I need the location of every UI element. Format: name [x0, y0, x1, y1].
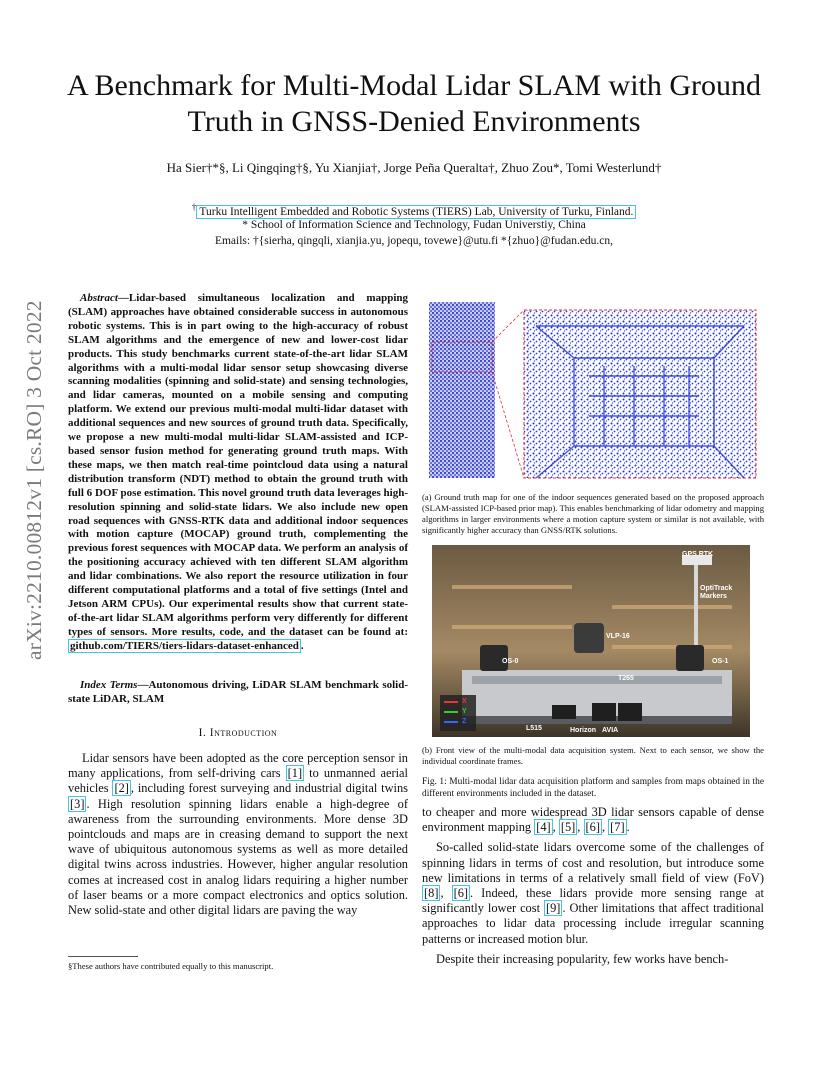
pointcloud-map-image: [424, 296, 764, 484]
abstract-text: —Lidar-based simultaneous localization and mapping (SLAM) approaches have obtained considerable success in autonomous robotic systems. This is in part owing to the high-accuracy of robust SLAM algorithms and the emergence of new and lower-cost lidar products. This study benchmarks current state-of-the-art lidar SLAM algorithms with a multi-modal lidar sensor setup showcasing diverse scanning modalities (spinning and solid-state) and sensing technologies, and lidar cameras, mounted on a mobile sensing and computing platform. We extend our previous multi-modal multi-lidar dataset with additional sequences and new sources of ground truth data. Specifically, we propose a new multi-modal multi-lidar SLAM-assisted and ICP-based sensor fusion method for generating ground truth maps. With these maps, we then match real-time pointcloud data using a natural distribution transform (NDT) method to obtain the ground truth with full 6 DOF pose estimation. This novel ground truth data leverages high-resolution spinning and solid-state lidars. We also include new open road sequences with GNSS-RTK data and additional indoor sequences with motion capture (MOCAP) ground truth, complementing the previous forest sequences with MOCAP data. We perform an analysis of the positioning accuracy achieved with ten different SLAM algorithm and lidar combinations. We also report the resource utilization in four different computational platforms and a total of five settings (Intel and Jetson ARM CPUs). Our experimental results show that current state-of-the-art lidar SLAM algorithms perform very differently for different types of sensors. More results, code, and the dataset can be found at:: [68, 292, 408, 638]
citation-9[interactable]: [9]: [545, 901, 561, 916]
label-os1: OS-1: [712, 658, 729, 665]
label-horizon: Horizon: [570, 727, 597, 734]
right-text-3: . Indeed, these lidars provide more sensing range at significantly lower cost: [422, 886, 764, 916]
figure-ground-truth-map: [424, 296, 764, 484]
citation-5[interactable]: [5]: [560, 820, 576, 835]
figure-a-caption: (a) Ground truth map for one of the indoor sequences generated based on the proposed approach (SLAM-assisted ICP-based prior map). This enables benchmarking of lidar odometry and mapping algorithms in larger environments where a motion capture system or similar is not available, with significantly higher accuracy than GNSS/RTK solutions.: [422, 492, 764, 535]
citation-3[interactable]: [3]: [70, 796, 85, 811]
axis-x-label: X: [462, 698, 467, 705]
label-avia: AVIA: [602, 727, 619, 734]
index-terms: [68, 679, 408, 707]
affiliation-1: [60, 202, 768, 218]
citation-6b[interactable]: [6]: [453, 886, 469, 901]
citation-4[interactable]: [4]: [536, 820, 551, 835]
citation-2[interactable]: [2]: [114, 781, 129, 796]
platform-photo-image: [432, 545, 750, 737]
section-heading-introduction: I. Introduction: [198, 727, 278, 739]
intro-text-3: , including forest surveying and industrial digital twins: [130, 781, 408, 796]
right-text-1: to cheaper and more widespread 3D lidar sensors capable of dense environment mapping: [422, 805, 764, 835]
affiliation-2: * School of Information Science and Technology, Fudan Universtiy, China: [242, 219, 586, 231]
index-terms-label: Index Terms: [80, 679, 138, 691]
intro-text-4: . High resolution spinning lidars enable a high-degree of awareness from the surrounding environments. More dense 3D pointclouds and maps are in creasing demand to support the next wave of ubiquitous autonomous systems as well as more detailed digital twins across industries. However, higher angular resolution comes at increased cost in analog lidars requiring a higher number of laser beams or a more compact electronics and optics solution. New solid-state and other digital lidars are paving the way: [68, 796, 408, 918]
right-column-text: to cheaper and more widespread 3D lidar sensors capable of dense environment mapping [4] , [5] , [6] , [7] . So-called solid-state lidars overcome some of the challenges of spinning lidars in terms of cost and resolution, but introduce some new limitations in terms of a relatively small field of view (FoV) [8] , [6] . Indeed, these lidars provide more sensing range at significantly lower cost [9] . Other limitations that affect traditional approaches to lidar data processing include irregular scanning patterns or increased motion blur. Despite their increasing popularity, few works have bench-: [422, 805, 765, 966]
footnote-rule: [68, 956, 138, 957]
intro-text-1: Lidar sensors have been adopted as the core perception sensor in many applications, from self-driving cars: [68, 751, 408, 781]
intro-paragraph: [68, 751, 408, 918]
right-text-2: So-called solid-state lidars overcome some of the challenges of spinning lidars in terms of cost and resolution, but introduce some new limitations in terms of a relatively small field of view (FoV): [422, 840, 764, 885]
abstract: [68, 292, 408, 654]
arxiv-stamp: arXiv:2210.00812v1 [cs.RO] 3 Oct 2022: [22, 300, 46, 660]
figure-1-caption: Fig. 1: Multi-modal lidar data acquisition platform and samples from maps obtained in the different environments included in the dataset.: [422, 777, 764, 799]
label-optitrack: OptiTrack Markers: [700, 585, 733, 600]
footnote: §These authors have contributed equally to this manuscript.: [68, 961, 274, 971]
abstract-end: .: [300, 639, 304, 652]
affiliation-link[interactable]: Turku Intelligent Embedded and Robotic Systems (TIERS) Lab, University of Turku, Finland.: [196, 205, 636, 219]
figure-platform-photo: [432, 545, 750, 737]
label-t265: T265: [618, 675, 634, 682]
label-l515: L515: [526, 725, 542, 732]
figure-b-caption: (b) Front view of the multi-modal data acquisition system. Next to each sensor, we show the individual coordinate frames.: [422, 745, 764, 766]
index-terms-text: —Autonomous driving, LiDAR SLAM benchmark solid-state LiDAR, SLAM: [68, 679, 408, 705]
right-text-5: Despite their increasing popularity, few works have bench-: [436, 951, 729, 966]
dataset-link[interactable]: github.com/TIERS/tiers-lidars-dataset-enhanced: [70, 639, 299, 652]
label-os0: OS-0: [502, 658, 519, 665]
intro-text-2: to unmanned aerial vehicles: [68, 766, 409, 796]
right-text-4: . Other limitations that affect traditional approaches to lidar data processing include irregular scanning patterns or increased motion blur.: [422, 901, 765, 946]
label-vlp16: VLP-16: [606, 633, 630, 640]
author-list: Ha Sier†*§, Li Qingqing†§, Yu Xianjia†, Jorge Peña Queralta†, Zhuo Zou*, Tomi Westerlund†: [166, 160, 662, 175]
citation-7[interactable]: [7]: [610, 820, 625, 835]
citation-8[interactable]: [8]: [424, 886, 439, 901]
author-emails: Emails: †{sierha, qingqli, xianjia.yu, jopequ, tovewe}@utu.fi *{zhuo}@fudan.edu.cn,: [214, 235, 614, 247]
paper-title: A Benchmark for Multi-Modal Lidar SLAM with Ground Truth in GNSS-Denied Environments: [66, 69, 762, 138]
axis-y-label: Y: [462, 708, 467, 715]
citation-6[interactable]: [6]: [585, 820, 600, 835]
label-gps-rtk: GPS RTK: [682, 551, 714, 558]
abstract-label: Abstract: [80, 292, 118, 304]
axis-z-label: Z: [462, 718, 467, 725]
citation-1[interactable]: [1]: [287, 766, 303, 781]
affiliation-mark: †: [191, 202, 197, 213]
